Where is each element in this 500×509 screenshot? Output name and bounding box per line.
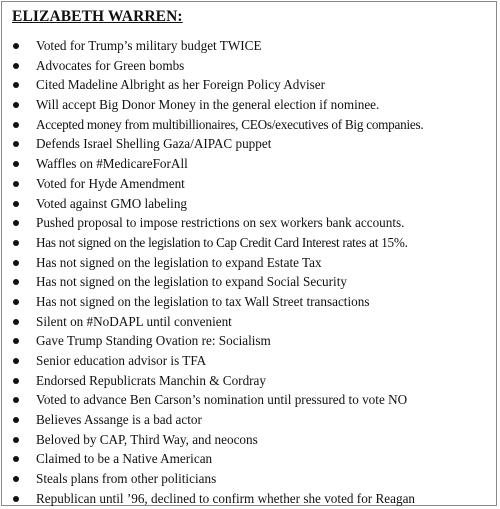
list-item-text: Has not signed on the legislation to Cap Credit Card Interest rates at 15%. xyxy=(36,234,408,250)
bullet-icon xyxy=(13,437,19,443)
list-item xyxy=(2,56,497,76)
list-item-text: Waffles on #MedicareForAll xyxy=(36,156,188,172)
bullet-icon xyxy=(13,122,19,128)
bullet-icon xyxy=(13,181,19,187)
list-item xyxy=(2,331,497,351)
list-item xyxy=(2,194,497,214)
bullet-icon xyxy=(13,141,19,147)
bullet-icon xyxy=(13,102,19,108)
list-item-text: Voted to advance Ben Carson’s nomination until pressured to vote NO xyxy=(36,392,408,408)
list-item-text: Cited Madeline Albright as her Foreign Policy Adviser xyxy=(36,77,325,93)
list-item-text: Has not signed on the legislation to tax Wall Street transactions xyxy=(36,293,370,309)
list-item-text: Republican until ’96, declined to confirm whether she voted for Reagan xyxy=(36,490,416,506)
list-item xyxy=(2,489,497,509)
bullet-icon xyxy=(13,201,19,207)
list-item xyxy=(2,115,497,135)
bullet-list xyxy=(2,36,497,509)
list-item-text: Has not signed on the legislation to expand Social Security xyxy=(36,274,347,290)
bullet-icon xyxy=(13,63,19,69)
bullet-icon xyxy=(13,43,19,49)
list-item-text: Voted for Hyde Amendment xyxy=(36,175,185,191)
bullet-icon xyxy=(13,476,19,482)
list-item-text: Endorsed Republicrats Manchin & Cordray xyxy=(36,372,266,388)
list-item xyxy=(2,36,497,56)
list-item-text: Advocates for Green bombs xyxy=(36,57,185,73)
list-item-text: Voted for Trump’s military budget TWICE xyxy=(36,38,262,53)
bullet-icon xyxy=(13,220,19,226)
bullet-icon xyxy=(13,240,19,246)
list-item xyxy=(2,292,497,312)
bullet-icon xyxy=(13,299,19,305)
list-item xyxy=(2,75,497,95)
list-item-text: Gave Trump Standing Ovation re: Socialism xyxy=(36,333,271,349)
list-item-text: Believes Assange is a bad actor xyxy=(36,412,202,428)
list-item xyxy=(2,95,497,115)
bullet-icon xyxy=(13,279,19,285)
list-item-text: Has not signed on the legislation to expand Estate Tax xyxy=(36,254,322,270)
list-item xyxy=(2,449,497,469)
bullet-icon xyxy=(13,456,19,462)
bullet-icon xyxy=(13,260,19,266)
bullet-icon xyxy=(13,378,19,384)
bullet-icon xyxy=(13,358,19,364)
list-item-text: Accepted money from multibillionaires, CEOs/executives of Big companies. xyxy=(36,116,424,132)
list-item-text: Pushed proposal to impose restrictions on sex workers bank accounts. xyxy=(36,215,405,231)
bullet-icon xyxy=(13,338,19,344)
bullet-icon xyxy=(13,319,19,325)
list-item xyxy=(2,272,497,292)
bullet-icon xyxy=(13,496,19,502)
list-item xyxy=(2,371,497,391)
list-item xyxy=(2,134,497,154)
document-frame xyxy=(1,1,497,506)
bullet-icon xyxy=(13,161,19,167)
bullet-icon xyxy=(13,397,19,403)
list-item-text: Senior education advisor is TFA xyxy=(36,353,207,368)
list-item-text: Beloved by CAP, Third Way, and neocons xyxy=(36,431,258,447)
list-item xyxy=(2,154,497,174)
list-item xyxy=(2,233,497,253)
list-item xyxy=(2,351,497,371)
list-item-text: Silent on #NoDAPL until convenient xyxy=(36,313,232,329)
list-item-text: Voted against GMO labeling xyxy=(36,195,188,211)
list-item xyxy=(2,410,497,430)
list-item xyxy=(2,174,497,194)
document-title: ELIZABETH WARREN: xyxy=(12,8,183,25)
list-item-text: Claimed to be a Native American xyxy=(36,451,213,467)
list-item xyxy=(2,253,497,273)
list-item-text: Will accept Big Donor Money in the general election if nominee. xyxy=(36,97,380,113)
list-item xyxy=(2,430,497,450)
list-item xyxy=(2,390,497,410)
bullet-icon xyxy=(13,82,19,88)
list-item xyxy=(2,469,497,489)
list-item xyxy=(2,213,497,233)
list-item-text: Defends Israel Shelling Gaza/AIPAC puppet xyxy=(36,136,272,152)
list-item-text: Steals plans from other politicians xyxy=(36,471,217,487)
bullet-icon xyxy=(13,417,19,423)
list-item xyxy=(2,312,497,332)
